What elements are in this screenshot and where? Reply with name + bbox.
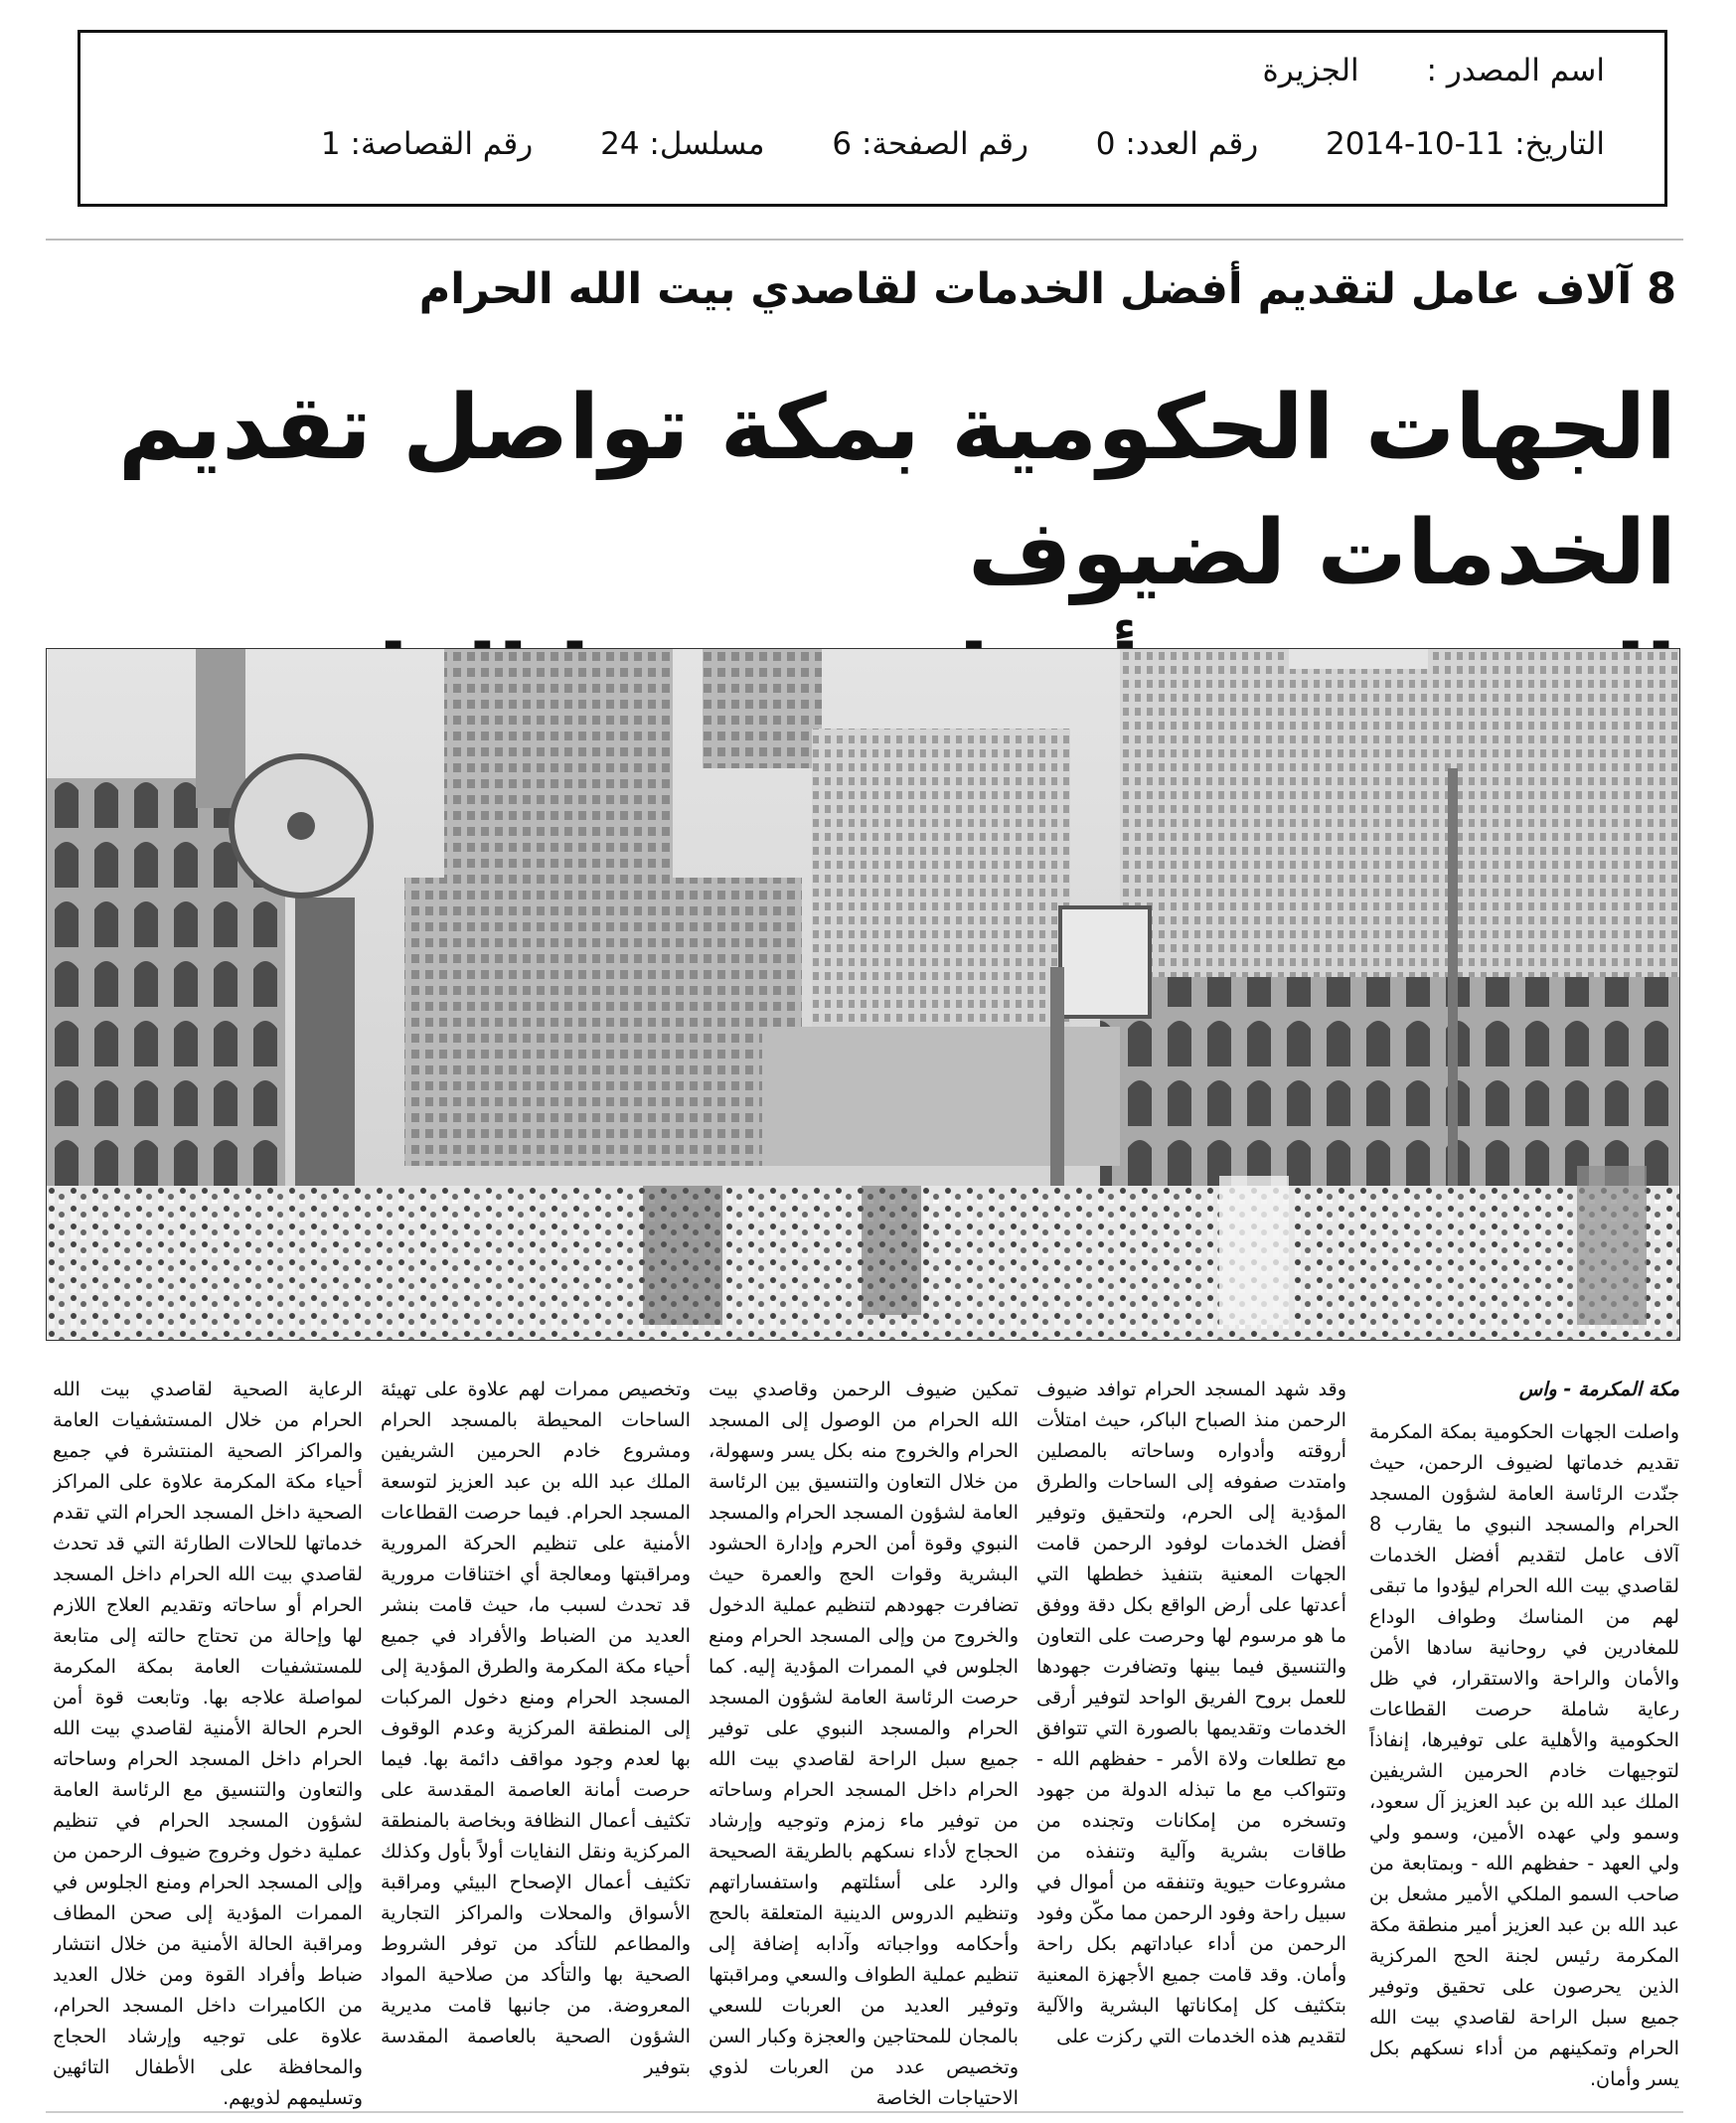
haram-crowd-photo [47,649,1680,1341]
article-column-2 [1036,1374,1346,2109]
clipping-info-box [78,30,1667,207]
column-2-text: وقد شهد المسجد الحرام توافد ضيوف الرحمن منذ الصباح الباكر، حيث امتلأت أروقته وأدواره وساحاته بالمصلين وامتدت صفوفه إلى الساحات والطرق المؤدية إلى الحرم، ولتحقيق وتوفير أفضل الخدمات لوفود الرحمن قامت الجهات المعنية بتنفيذ خططها التي أعدتها على أرض الواقع بكل دقة ووفق ما هو مرسوم لها وحرصت على التعاون والتنسيق فيما بينها وتضافرت جهودها للعمل بروح الفريق الواحد لتوفير أرقى الخدمات وتقديمها بالصورة التي تتوافق مع تطلعات ولاة الأمر - حفظهم الله - وتتواكب مع ما تبذله الدولة من جهود وتسخره من إمكانات وتجنده من طاقات بشرية وآلية وتنفذه من مشروعات حيوية وتنفقه من أموال في سبيل راحة وفود الرحمن مما مكّن وفود الرحمن من أداء عباداتهم بكل راحة وأمان. وقد قامت جميع الأجهزة المعنية بتكثيف كل إمكاناتها البشرية والآلية لتقديم هذه الخدمات التي ركزت على [1036,1378,1346,2047]
article-dateline: مكة المكرمة - واس [1518,1378,1679,1400]
column-3-text: تمكين ضيوف الرحمن وقاصدي بيت الله الحرام من الوصول إلى المسجد الحرام والخروج منه بكل يسر وسهولة، من خلال التعاون والتنسيق بين الرئاسة العامة لشؤون المسجد الحرام والمسجد النبوي وقوة أمن الحرم وإدارة الحشود البشرية وقوات الحج والعمرة حيث تضافرت جهودهم لتنظيم عملية الدخول والخروج من وإلى المسجد الحرام ومنع الجلوس في الممرات المؤدية إليه. كما حرصت الرئاسة العامة لشؤون المسجد الحرام والمسجد النبوي على توفير جميع سبل الراحة لقاصدي بيت الله الحرام داخل المسجد الحرام وساحاته من توفير ماء زمزم وتوجيه وإرشاد الحجاج لأداء نسكهم بالطريقة الصحيحة والرد على أسئلتهم واستفساراتهم وتنظيم الدروس الدينية المتعلقة بالحج وأحكامه وواجباته وآدابه إضافة إلى تنظيم عملية الطواف والسعي ومراقبتها وتوفير العديد من العربات للسعي بالمجان للمحتاجين والعجزة وكبار السن وتخصيص عدد من العربات لذوي الاحتياجات الخاصة [709,1378,1019,2109]
column-1-text: واصلت الجهات الحكومية بمكة المكرمة تقديم خدماتها لضيوف الرحمن، حيث جنّدت الرئاسة العامة لشؤون المسجد الحرام والمسجد النبوي ما يقارب 8 آلاف عامل لتقديم أفضل الخدمات لقاصدي بيت الله الحرام ليؤدوا ما تبقى لهم من المناسك وطواف الوداع للمغادرين في روحانية سادها الأمن والأمان والراحة والاستقرار، في ظل رعاية شاملة حرصت القطاعات الحكومية والأهلية على توفيرها، إنفاذاً لتوجيهات خادم الحرمين الشريفين الملك عبد الله بن عبد العزيز آل سعود، وسمو ولي عهده الأمين، وسمو ولي ولي العهد - حفظهم الله - وبمتابعة من صاحب السمو الملكي الأمير مشعل بن عبد الله بن عبد العزيز أمير منطقة مكة المكرمة رئيس لجنة الحج المركزية الذين يحرصون على تحقيق وتوفير جميع سبل الراحة لقاصدي بيت الله الحرام وتمكينهم من أداء نسكهم بكل يسر وأمان. [1369,1420,1679,2090]
column-4-text: وتخصيص ممرات لهم علاوة على تهيئة الساحات المحيطة بالمسجد الحرام ومشروع خادم الحرمين الشريفين الملك عبد الله بن عبد العزيز لتوسعة المسجد الحرام. فيما حرصت القطاعات الأمنية على تنظيم الحركة المرورية ومراقبتها ومعالجة أي اختناقات مرورية قد تحدث لسبب ما، حيث قامت بنشر العديد من الضباط والأفراد في جميع أحياء مكة المكرمة والطرق المؤدية إلى المسجد الحرام ومنع دخول المركبات إلى المنطقة المركزية وعدم الوقوف بها لعدم وجود مواقف دائمة بها. فيما حرصت أمانة العاصمة المقدسة على تكثيف أعمال النظافة وبخاصة بالمنطقة المركزية ونقل النفايات أولاً بأول وكذلك تكثيف أعمال الإصحاح البيئي ومراقبة الأسواق والمحلات والمراكز التجارية والمطاعم للتأكد من توفر الشروط الصحية بها والتأكد من صلاحية المواد المعروضة. من جانبها قامت مديرية الشؤون الصحية بالعاصمة المقدسة بتوفير [381,1378,691,2078]
article-column-4 [381,1374,691,2109]
article-kicker: 8 آلاف عامل لتقديم أفضل الخدمات لقاصدي بيت الله الحرام [418,264,1676,314]
article-column-5 [53,1374,363,2109]
headline-line-1: الجهات الحكومية بمكة تواصل تقديم الخدمات لضيوف [117,376,1676,605]
source-value: الجزيرة [1262,53,1359,88]
source-row [1205,53,1606,88]
date-field: التاريخ: 11-10-2014 [1326,126,1605,162]
page-field: رقم الصفحة: 6 [832,126,1028,162]
article-photo [46,648,1680,1341]
source-label: اسم المصدر : [1426,53,1605,88]
issue-field: رقم العدد: 0 [1095,126,1259,162]
top-divider [46,239,1683,241]
serial-field: مسلسل: 24 [600,126,765,162]
bottom-divider [46,2111,1683,2113]
article-column-3 [709,1374,1019,2109]
details-row [263,126,1605,162]
column-5-text: الرعاية الصحية لقاصدي بيت الله الحرام من خلال المستشفيات العامة والمراكز الصحية المنتشرة في جميع أحياء مكة المكرمة علاوة على المراكز الصحية داخل المسجد الحرام التي تقدم خدماتها للحالات الطارئة التي قد تحدث لقاصدي بيت الله الحرام داخل المسجد الحرام أو ساحاته وتقديم العلاج اللازم لها وإحالة من تحتاج حالته إلى متابعة للمستشفيات العامة بمكة المكرمة لمواصلة علاجه بها. وتابعت قوة أمن الحرم الحالة الأمنية لقاصدي بيت الله الحرام داخل المسجد الحرام وساحاته والتعاون والتنسيق مع الرئاسة العامة لشؤون المسجد الحرام في تنظيم عملية دخول وخروج ضيوف الرحمن من وإلى المسجد الحرام ومنع الجلوس في الممرات المؤدية إلى صحن المطاف ومراقبة الحالة الأمنية من خلال انتشار ضباط وأفراد القوة ومن خلال العديد من الكاميرات داخل المسجد الحرام، علاوة على توجيه وإرشاد الحجاج والمحافظة على الأطفال التائهين وتسليمهم لذويهم. [53,1378,363,2109]
article-column-1 [1369,1374,1679,2109]
clipping-field: رقم القصاصة: 1 [320,126,534,162]
